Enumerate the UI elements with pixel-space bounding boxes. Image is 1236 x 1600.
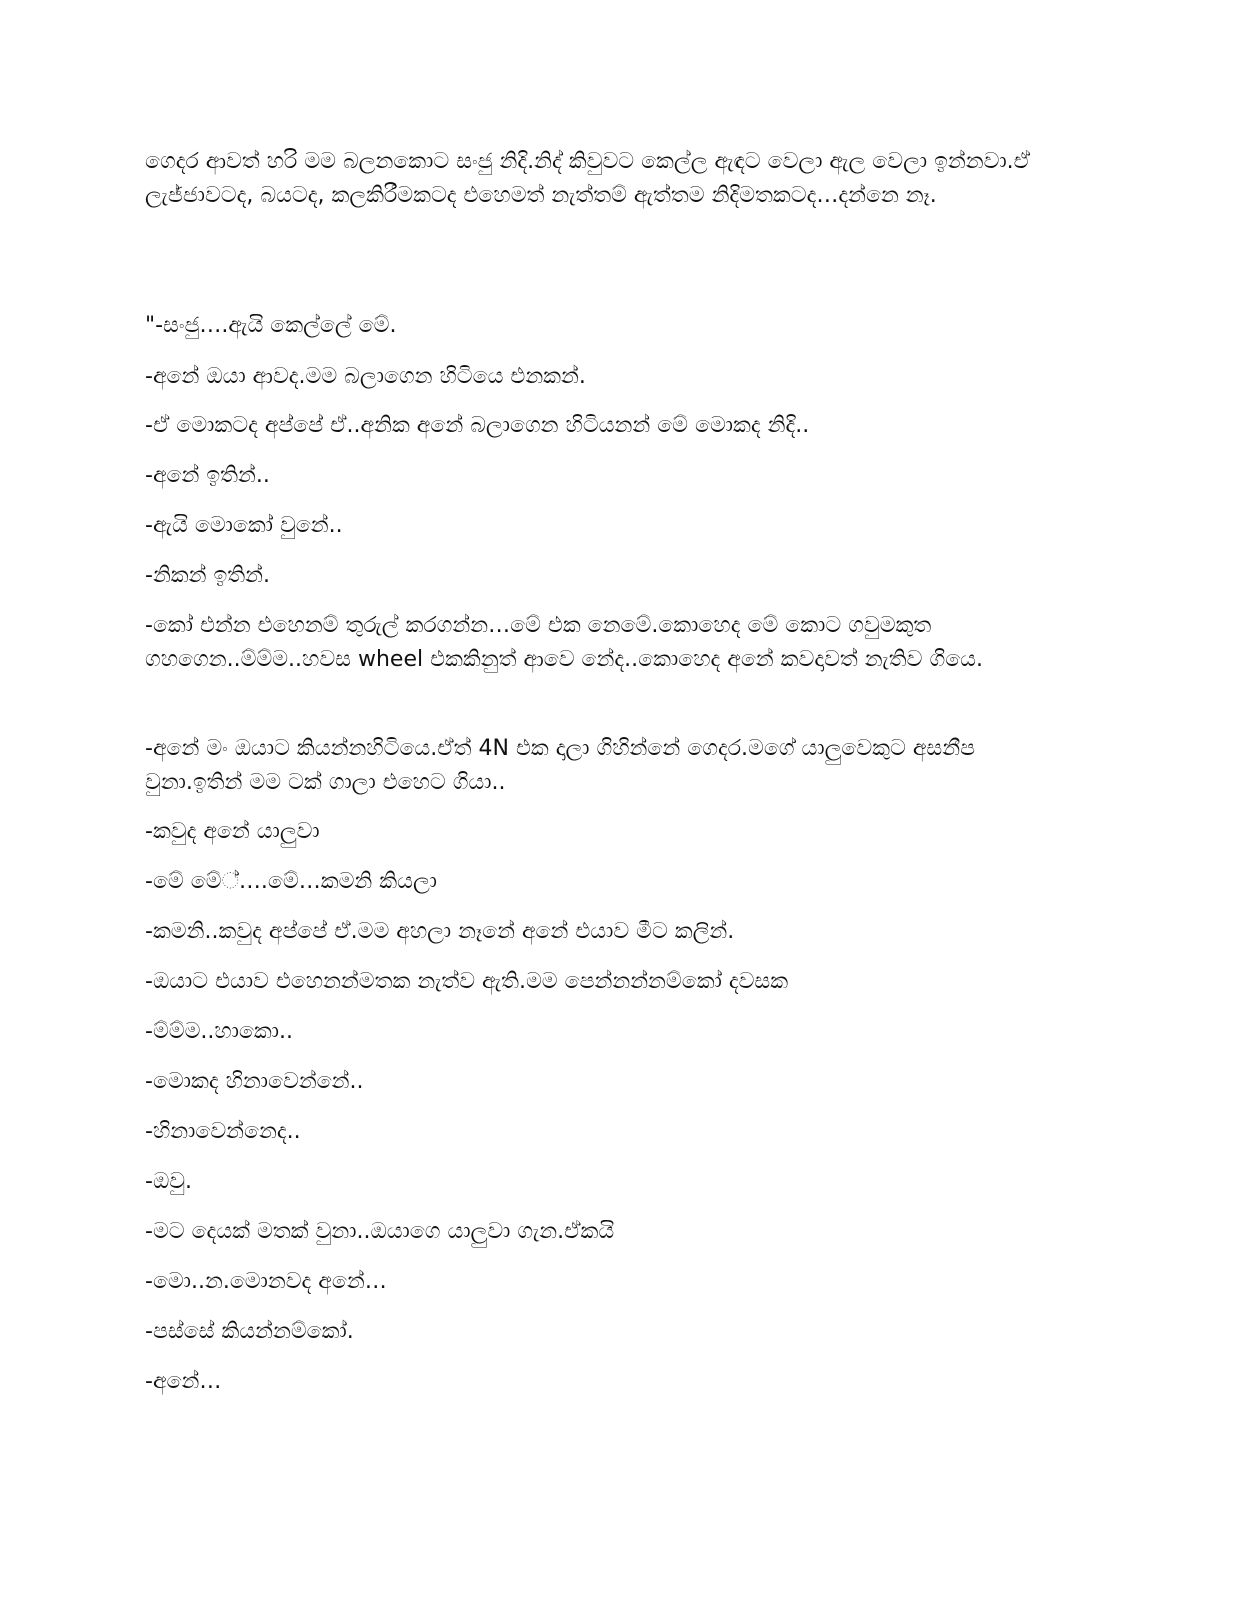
dialogue-line: -කවුද අනේ යාලුවා [145, 819, 320, 844]
dialogue-line: -ඔවු. [145, 1169, 193, 1194]
dialogue-line: -කෝ එන්න එහෙනම් තුරුල් කරගන්න…මේ එක නෙමේ.කොහෙද මේ කොට ගවුමකුත ගහගෙන..ම්ම්ම..හවස wheel එකකිනුත් ආවෙ නේද..කොහෙද අනේ කවදාවත් නැතිව ගියෙ. [145, 613, 983, 672]
dialogue-line: -අනේ… [145, 1369, 222, 1394]
dialogue-line: "-සංජු….ඇයි කෙල්ලේ මේ. [145, 313, 397, 338]
dialogue-line: -අනේ ඔයා ආවද.මම බලාගෙන හිටියෙ එනකන්. [145, 364, 586, 389]
dialogue-line: -නිකන් ඉතින්. [145, 563, 271, 588]
dialogue-line: -අනේ මං ඔයාට කියන්නහිටියෙ.ඒත් 4N එක දාලා ගිහින්නේ ගෙදර.මගේ යාලුවෙකුට අසනීප වුනා.ඉතින් මම ටක් ගාලා එහෙට ගියා.. [145, 736, 975, 795]
dialogue-line: -මේ මේ්….මේ…කමනි කියලා [145, 869, 437, 894]
dialogue-line: -කමනි..කවුද අප්පේ ඒ.මම අහලා නෑනේ අනේ එයාව මීට කලින්. [145, 919, 735, 944]
dialogue-line: -හිනාවෙන්නෙද.. [145, 1119, 301, 1144]
dialogue-line: -ඔයාට එයාව එහෙනන්මතක නැත්ව ඇති.මම පෙන්නන්නම්කෝ දවසක [145, 969, 789, 994]
dialogue-line: -මොකද හිනාවෙන්නේ.. [145, 1069, 364, 1094]
dialogue-line: -ඇයි මොකෝ වුනේ.. [145, 513, 343, 538]
dialogue-line: -ම්ම්ම..හාකො.. [145, 1019, 294, 1044]
dialogue-line: -අනේ ඉතින්.. [145, 463, 270, 488]
dialogue-line: -මට දෙයක් මතක් වුනා..ඔයාගෙ යාලුවා ගැන.ඒකයි [145, 1219, 615, 1244]
intro-paragraph: ගෙදර ආවත් හරි මම බලනකොට සංජු නිදි.නිද් කිවුවට කෙල්ල ඇඳට වෙලා ඇල වෙලා ඉන්නවා.ඒ ලැජ්ජාවටද, බයටද, කලකිරීමකටද එහෙමත් නැත්තම් ඇත්තම නිදිමතකටද…දන්නෙ නෑ. [145, 149, 1031, 208]
dialogue-line: -ඒ මොකටද අප්පේ ඒ..අනික අනේ බලාගෙන හිටියනන් මේ මොකද නිදි.. [145, 413, 810, 438]
dialogue-line: -පස්සේ කියන්නම්කෝ. [145, 1319, 354, 1344]
dialogue-line: -මො..න.මොනවද අනේ… [145, 1269, 387, 1294]
